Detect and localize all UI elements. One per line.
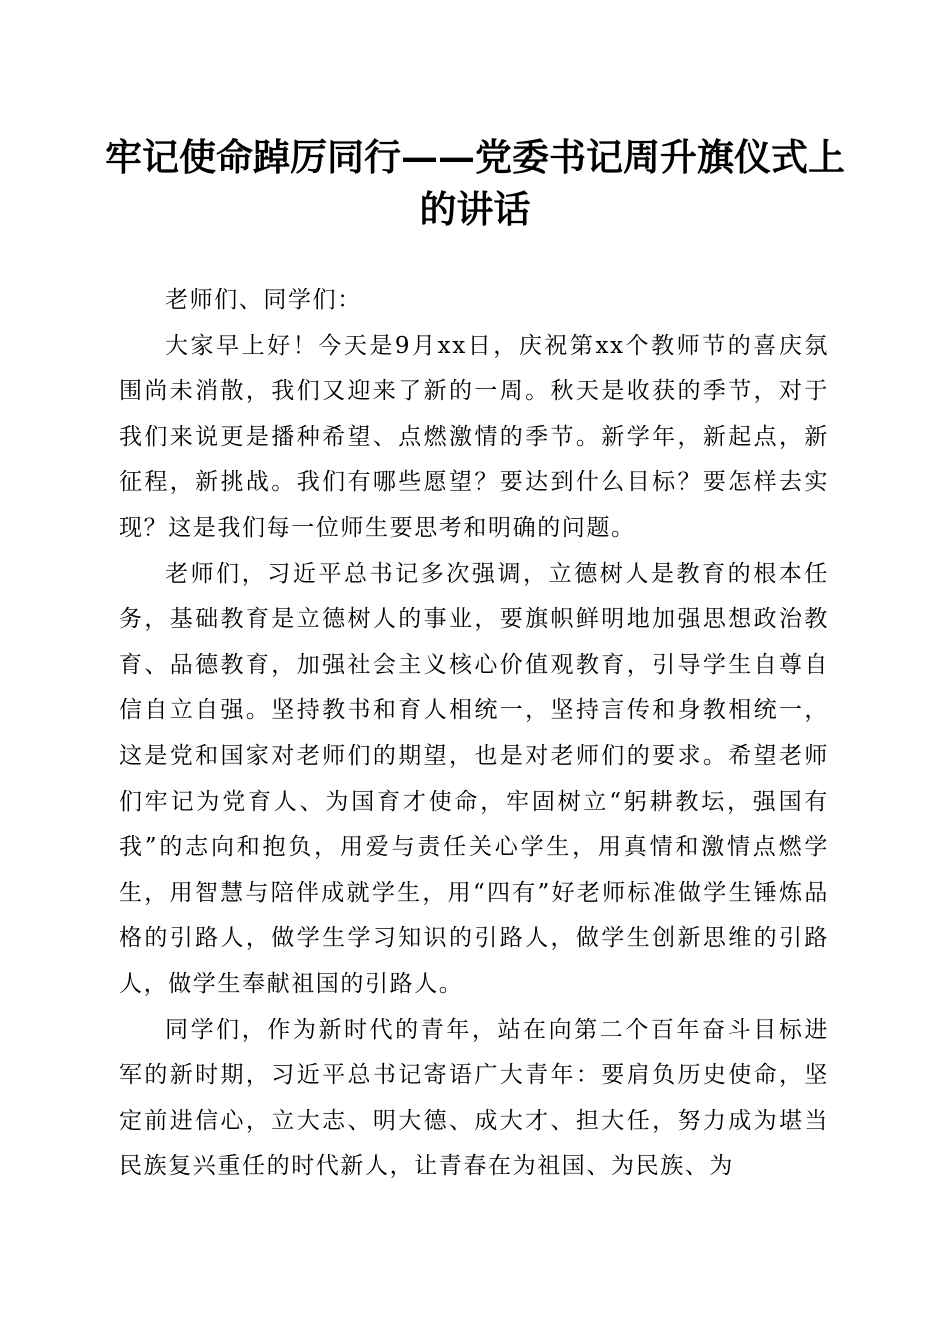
paragraph-teachers: 老师们，习近平总书记多次强调，立德树人是教育的根本任务，基础教育是立德树人的事业，要旗帜鲜明地加强思想政治教育、品德教育，加强社会主义核心价值观教育，引导学生自尊自信自立自强。坚持教书和育人相统一，坚持言传和身教相统一，这是党和国家对老师们的期望，也是对老师们的要求。希望老师们牢记为党育人、为国育才使命，牢固树立“躬耕教坛，强国有我”的志向和抱负，用爱与责任关心学生，用真情和激情点燃学生，用智慧与陪伴成就学生，用“四有”好老师标准做学生锤炼品格的引路人，做学生学习知识的引路人，做学生创新思维的引路人，做学生奉献祖国的引路人。 bbox=[119, 560, 829, 997]
document-body bbox=[119, 278, 829, 1190]
paragraph-students: 同学们，作为新时代的青年，站在向第二个百年奋斗目标进军的新时期，习近平总书记寄语广大青年：要肩负历史使命，坚定前进信心，立大志、明大德、成大才、担大任，努力成为堪当民族复兴重任的时代新人，让青春在为祖国、为民族、为 bbox=[119, 1016, 829, 1180]
salutation: 老师们、同学们： bbox=[165, 287, 362, 313]
title-line-1: 牢记使命踔厉同行——党委书记周升旗仪式上 bbox=[105, 135, 845, 179]
paragraph-greeting: 大家早上好！今天是9月xx日，庆祝第xx个教师节的喜庆氛围尚未消散，我们又迎来了新的一周。秋天是收获的季节，对于我们来说更是播种希望、点燃激情的季节。新学年，新起点，新征程，新挑战。我们有哪些愿望？要达到什么目标？要怎样去实现？这是我们每一位师生要思考和明确的问题。 bbox=[119, 332, 829, 541]
title-line-2: 的讲话 bbox=[419, 187, 531, 231]
document-title bbox=[100, 131, 850, 235]
